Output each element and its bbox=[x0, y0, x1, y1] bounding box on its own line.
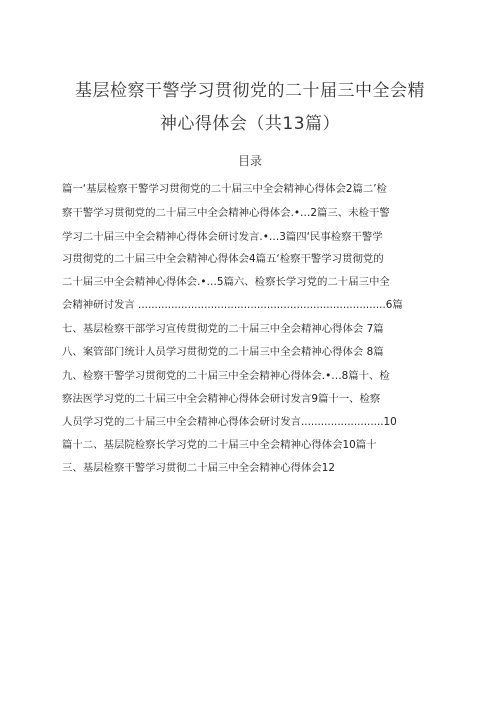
toc-line: 七、基层检察干部学习宣传贯彻党的二十届三中全会精神心得体会 7篇 bbox=[62, 323, 384, 335]
toc-line: 学习二十届三中全会精神心得体会研讨发言.•…3篇四‘民事检察干警学 bbox=[62, 231, 383, 243]
toc-line: 二十届三中全会精神心得体会.•…5篇六、检察长学习党的二十届三中全 bbox=[62, 276, 390, 288]
toc-line: 会精神研讨发言 ...........................................................................6篇 bbox=[62, 299, 403, 311]
toc-line: 人员学习党的二十届三中全会精神心得体会研讨发言.........................10 bbox=[62, 416, 397, 428]
toc-line: 篇一‘基层检察干警学习贯彻党的二十届三中全会精神心得体会2篇二’检 bbox=[62, 183, 387, 195]
toc-heading: 目录 bbox=[237, 154, 262, 168]
document-title-line-2: 神心得体会（共13篇） bbox=[159, 114, 341, 134]
toc-line: 习贯彻党的二十届三中全会精神心得体会4篇五‘检察干警学习贯彻党的 bbox=[62, 253, 384, 265]
toc-line: 三、基层检察干警学习贯彻二十届三中全会精神心得体会12 bbox=[62, 462, 335, 474]
toc-line: 八、案管部门统计人员学习贯彻党的二十届三中全会精神心得体会 8篇 bbox=[62, 346, 384, 358]
document-title-line-1: 基层检察干警学习贯彻党的二十届三中全会精 bbox=[75, 81, 425, 101]
toc-line: 篇十二、基层院检察长学习党的二十届三中全会精神心得体会10篇十 bbox=[62, 439, 377, 451]
toc-line: 九、检察干警学习贯彻党的二十届三中全会精神心得体会.•…8篇十、检 bbox=[62, 370, 390, 382]
toc-line: 察法医学习党的二十届三中全会精神心得体会研讨发言9篇十一、检察 bbox=[62, 393, 381, 405]
toc-line: 察干警学习贯彻党的二十届三中全会精神心得体会.•…2篇三、未检干警 bbox=[62, 207, 390, 219]
